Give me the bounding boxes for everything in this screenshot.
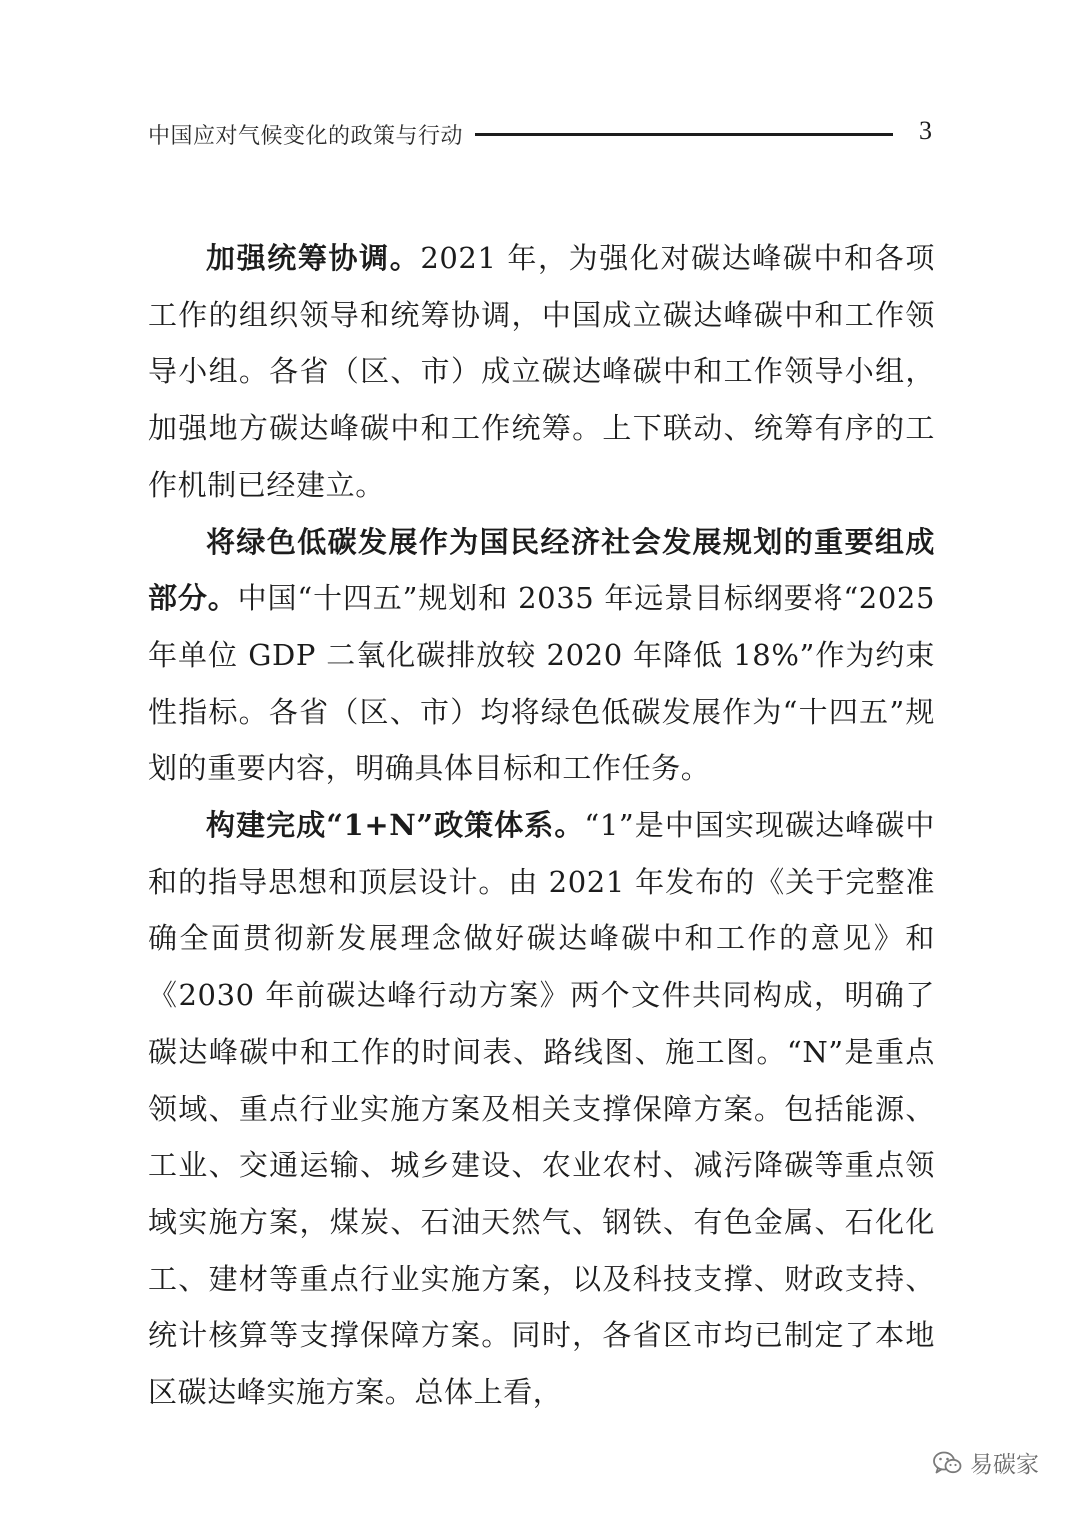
paragraph-text: “1”是中国实现碳达峰碳中和的指导思想和顶层设计。由 2021 年发布的《关于完整准确全面贯彻新发展理念做好碳达峰碳中和工作的意见》和《2030 年前碳达峰行动方案》两个文件共同构成，明确了碳达峰碳中和工作的时间表、路线图、施工图。“N”是重点领域、重点行业实施方案及相关支撑保障方案。包括能源、工业、交通运输、城乡建设、农业农村、减污降碳等重点领域实施方案，煤炭、石油天然气、钢铁、有色金属、石化化工、建材等重点行业实施方案，以及科技支撑、财政支持、统计核算等支撑保障方案。同时，各省区市均已制定了本地区碳达峰实施方案。总体上看，	[148, 808, 935, 1410]
header-rule	[475, 133, 893, 136]
paragraph	[148, 514, 935, 798]
paragraph-lead: 加强统筹协调。	[206, 241, 421, 275]
running-header	[148, 112, 938, 156]
header-title: 中国应对气候变化的政策与行动	[148, 123, 464, 149]
paragraph	[148, 797, 935, 1421]
wechat-icon	[932, 1450, 962, 1476]
paragraph	[148, 230, 935, 514]
watermark-text: 易碳家	[970, 1452, 1039, 1478]
paragraph-lead: 将绿色低碳发展作为国民经济社会发展规划的重要组成部分。	[148, 524, 935, 616]
watermark	[932, 1446, 1039, 1479]
page-number: 3	[919, 116, 932, 145]
paragraph-text: 2021 年，为强化对碳达峰碳中和各项工作的组织领导和统筹协调，中国成立碳达峰碳中和工作领导小组。各省（区、市）成立碳达峰碳中和工作领导小组，加强地方碳达峰碳中和工作统筹。上下联动、统筹有序的工作机制已经建立。	[148, 241, 935, 502]
paragraph-text: 中国“十四五”规划和 2035 年远景目标纲要将“2025 年单位 GDP 二氧化碳排放较 2020 年降低 18%”作为约束性指标。各省（区、市）均将绿色低碳发展作为“十四五”规划的重要内容，明确具体目标和工作任务。	[148, 581, 935, 786]
paragraph-lead: 构建完成“1+N”政策体系。	[206, 808, 585, 843]
body-text	[148, 230, 935, 1421]
